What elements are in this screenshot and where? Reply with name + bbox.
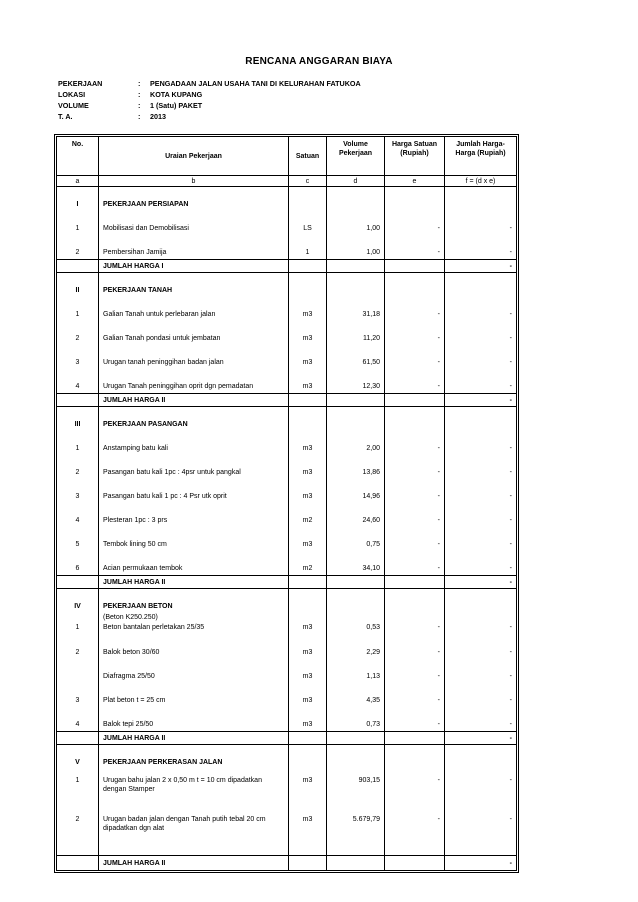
table-row — [57, 211, 517, 235]
item-description: Pasangan batu kali 1 pc : 4 Psr utk oprit — [99, 479, 289, 503]
item-number: 2 — [57, 635, 99, 659]
subtotal-value: - — [445, 260, 517, 273]
item-price: - — [385, 683, 445, 707]
spacer-row — [57, 847, 517, 856]
item-volume: 0,73 — [327, 707, 385, 732]
item-price: - — [385, 369, 445, 394]
item-total: - — [445, 431, 517, 455]
item-number: 4 — [57, 369, 99, 394]
item-number: 4 — [57, 503, 99, 527]
section-subtitle: (Beton K250.250) — [99, 613, 289, 623]
section-subtitle-row — [57, 613, 517, 623]
item-number: 3 — [57, 683, 99, 707]
item-volume: 1,00 — [327, 235, 385, 260]
item-total: - — [445, 369, 517, 394]
item-volume: 2,29 — [327, 635, 385, 659]
item-price: - — [385, 235, 445, 260]
item-total: - — [445, 211, 517, 235]
header-volume: Volume Pekerjaan — [327, 137, 385, 176]
item-total: - — [445, 321, 517, 345]
item-unit: m3 — [289, 369, 327, 394]
item-description: Anstamping batu kali — [99, 431, 289, 455]
item-price: - — [385, 808, 445, 847]
item-unit: m3 — [289, 683, 327, 707]
table-row — [57, 431, 517, 455]
item-total: - — [445, 659, 517, 683]
info-row-ta — [58, 111, 361, 122]
item-unit: m3 — [289, 345, 327, 369]
header-no: No. — [57, 137, 99, 176]
item-volume: 2,00 — [327, 431, 385, 455]
info-key: T. A. — [58, 112, 73, 121]
item-total: - — [445, 808, 517, 847]
table-row — [57, 659, 517, 683]
table-row — [57, 707, 517, 732]
item-price: - — [385, 321, 445, 345]
item-number: 2 — [57, 808, 99, 847]
item-price: - — [385, 659, 445, 683]
table-row — [57, 455, 517, 479]
table-row — [57, 635, 517, 659]
item-price: - — [385, 345, 445, 369]
section-number: II — [57, 273, 99, 298]
subtotal-label: JUMLAH HARGA II — [99, 732, 289, 745]
info-key: PEKERJAAN — [58, 79, 103, 88]
item-description: Mobilisasi dan Demobilisasi — [99, 211, 289, 235]
item-volume: 14,96 — [327, 479, 385, 503]
table-row — [57, 479, 517, 503]
section-row — [57, 589, 517, 614]
section-row — [57, 273, 517, 298]
header-jumlah: Jumlah Harga-Harga (Rupiah) — [445, 137, 517, 176]
item-number: 4 — [57, 707, 99, 732]
table-row — [57, 623, 517, 635]
section-title: PEKERJAAN TANAH — [99, 273, 289, 298]
column-letter: a — [57, 176, 99, 187]
item-unit: m2 — [289, 503, 327, 527]
item-description: Beton bantalan perletakan 25/35 — [99, 623, 289, 635]
item-description: Plesteran 1pc : 3 prs — [99, 503, 289, 527]
info-sep: : — [138, 101, 141, 110]
table-row — [57, 503, 517, 527]
section-title: PEKERJAAN PASANGAN — [99, 407, 289, 432]
item-volume: 903,15 — [327, 769, 385, 808]
table-row — [57, 345, 517, 369]
item-description: Balok tepi 25/50 — [99, 707, 289, 732]
item-price: - — [385, 769, 445, 808]
section-number: IV — [57, 589, 99, 614]
section-number: III — [57, 407, 99, 432]
info-sep: : — [138, 90, 141, 99]
item-number: 1 — [57, 431, 99, 455]
subtotal-label: JUMLAH HARGA II — [99, 856, 289, 871]
item-number: 2 — [57, 455, 99, 479]
section-row — [57, 745, 517, 770]
info-value: 1 (Satu) PAKET — [150, 101, 203, 110]
item-volume: 24,60 — [327, 503, 385, 527]
item-price: - — [385, 211, 445, 235]
column-letter: b — [99, 176, 289, 187]
item-price: - — [385, 623, 445, 635]
item-price: - — [385, 707, 445, 732]
item-volume: 34,10 — [327, 551, 385, 576]
item-total: - — [445, 551, 517, 576]
column-letter: c — [289, 176, 327, 187]
column-letter: e — [385, 176, 445, 187]
header-harga: Harga Satuan (Rupiah) — [385, 137, 445, 176]
item-number: 2 — [57, 321, 99, 345]
subtotal-value: - — [445, 856, 517, 871]
item-number: 2 — [57, 235, 99, 260]
section-number: I — [57, 187, 99, 212]
item-number: 1 — [57, 623, 99, 635]
table-row — [57, 527, 517, 551]
info-sep: : — [138, 112, 141, 121]
section-title: PEKERJAAN PERSIAPAN — [99, 187, 289, 212]
info-key: VOLUME — [58, 101, 89, 110]
item-price: - — [385, 431, 445, 455]
item-volume: 1,13 — [327, 659, 385, 683]
item-unit: m2 — [289, 551, 327, 576]
info-key: LOKASI — [58, 90, 86, 99]
table-row — [57, 321, 517, 345]
document-title: RENCANA ANGGARAN BIAYA — [245, 56, 393, 67]
item-total: - — [445, 683, 517, 707]
subtotal-value: - — [445, 394, 517, 407]
item-total: - — [445, 503, 517, 527]
item-total: - — [445, 769, 517, 808]
section-row — [57, 407, 517, 432]
item-unit: m3 — [289, 623, 327, 635]
item-volume: 31,18 — [327, 297, 385, 321]
info-value: PENGADAAN JALAN USAHA TANI DI KELURAHAN FATUKOA — [150, 79, 361, 88]
info-value: KOTA KUPANG — [150, 90, 203, 99]
item-description: Tembok lining 50 cm — [99, 527, 289, 551]
item-price: - — [385, 635, 445, 659]
table-row — [57, 297, 517, 321]
header-satuan: Satuan — [289, 137, 327, 176]
subtotal-label: JUMLAH HARGA II — [99, 576, 289, 589]
item-total: - — [445, 707, 517, 732]
item-total: - — [445, 235, 517, 260]
item-volume: 13,86 — [327, 455, 385, 479]
item-description: Balok beton 30/60 — [99, 635, 289, 659]
section-title: PEKERJAAN PERKERASAN JALAN — [99, 745, 289, 770]
item-description: Pembersihan Jamija — [99, 235, 289, 260]
item-total: - — [445, 527, 517, 551]
item-price: - — [385, 551, 445, 576]
item-description: Diafragma 25/50 — [99, 659, 289, 683]
item-unit: m3 — [289, 297, 327, 321]
item-description: Plat beton t = 25 cm — [99, 683, 289, 707]
column-letter-row — [57, 176, 517, 187]
item-unit: m3 — [289, 659, 327, 683]
subtotal-row — [57, 856, 517, 871]
subtotal-value: - — [445, 576, 517, 589]
subtotal-row — [57, 394, 517, 407]
item-volume: 0,53 — [327, 623, 385, 635]
section-number: V — [57, 745, 99, 770]
item-description: Galian Tanah pondasi untuk jembatan — [99, 321, 289, 345]
table-row — [57, 235, 517, 260]
item-total: - — [445, 479, 517, 503]
item-price: - — [385, 479, 445, 503]
item-number: 1 — [57, 297, 99, 321]
item-number: 3 — [57, 479, 99, 503]
column-letter: f = (d x e) — [445, 176, 517, 187]
item-description: Urugan badan jalan dengan Tanah putih tebal 20 cm dipadatkan dgn alat — [99, 808, 289, 847]
item-price: - — [385, 297, 445, 321]
item-unit: m3 — [289, 769, 327, 808]
item-price: - — [385, 455, 445, 479]
item-unit: LS — [289, 211, 327, 235]
item-description: Urugan tanah peninggihan badan jalan — [99, 345, 289, 369]
item-unit: 1 — [289, 235, 327, 260]
subtotal-row — [57, 576, 517, 589]
subtotal-value: - — [445, 732, 517, 745]
item-volume: 5.679,79 — [327, 808, 385, 847]
section-row — [57, 187, 517, 212]
item-total: - — [445, 635, 517, 659]
item-description: Pasangan batu kali 1pc : 4psr untuk pangkal — [99, 455, 289, 479]
column-letter: d — [327, 176, 385, 187]
section-title: PEKERJAAN BETON — [99, 589, 289, 614]
item-volume: 0,75 — [327, 527, 385, 551]
table-row — [57, 808, 517, 847]
item-price: - — [385, 527, 445, 551]
info-sep: : — [138, 79, 141, 88]
subtotal-row — [57, 732, 517, 745]
item-total: - — [445, 455, 517, 479]
item-volume: 11,20 — [327, 321, 385, 345]
item-unit: m3 — [289, 321, 327, 345]
item-total: - — [445, 297, 517, 321]
item-volume: 4,35 — [327, 683, 385, 707]
info-value: 2013 — [150, 112, 166, 121]
table-row — [57, 683, 517, 707]
item-unit: m3 — [289, 431, 327, 455]
item-number: 1 — [57, 211, 99, 235]
table-row — [57, 769, 517, 808]
project-info — [58, 78, 361, 122]
header-uraian: Uraian Pekerjaan — [99, 137, 289, 176]
item-unit: m3 — [289, 527, 327, 551]
item-unit: m3 — [289, 455, 327, 479]
item-volume: 12,30 — [327, 369, 385, 394]
item-number: 6 — [57, 551, 99, 576]
item-description: Urugan Tanah peninggihan oprit dgn pemadatan — [99, 369, 289, 394]
info-row-volume — [58, 100, 361, 111]
item-number: 5 — [57, 527, 99, 551]
info-row-pekerjaan — [58, 78, 361, 89]
item-number: 1 — [57, 769, 99, 808]
item-unit: m3 — [289, 808, 327, 847]
item-price: - — [385, 503, 445, 527]
table-row — [57, 551, 517, 576]
item-total: - — [445, 345, 517, 369]
item-volume: 61,50 — [327, 345, 385, 369]
item-description: Galian Tanah untuk perlebaran jalan — [99, 297, 289, 321]
item-number — [57, 659, 99, 683]
item-number: 3 — [57, 345, 99, 369]
header-row — [57, 137, 517, 176]
table-row — [57, 369, 517, 394]
subtotal-label: JUMLAH HARGA II — [99, 394, 289, 407]
item-unit: m3 — [289, 635, 327, 659]
item-volume: 1,00 — [327, 211, 385, 235]
item-description: Acian permukaan tembok — [99, 551, 289, 576]
item-description: Urugan bahu jalan 2 x 0,50 m t = 10 cm dipadatkan dengan Stamper — [99, 769, 289, 808]
item-unit: m3 — [289, 707, 327, 732]
budget-table — [56, 136, 517, 871]
item-unit: m3 — [289, 479, 327, 503]
subtotal-row — [57, 260, 517, 273]
info-row-lokasi — [58, 89, 361, 100]
subtotal-label: JUMLAH HARGA I — [99, 260, 289, 273]
item-total: - — [445, 623, 517, 635]
